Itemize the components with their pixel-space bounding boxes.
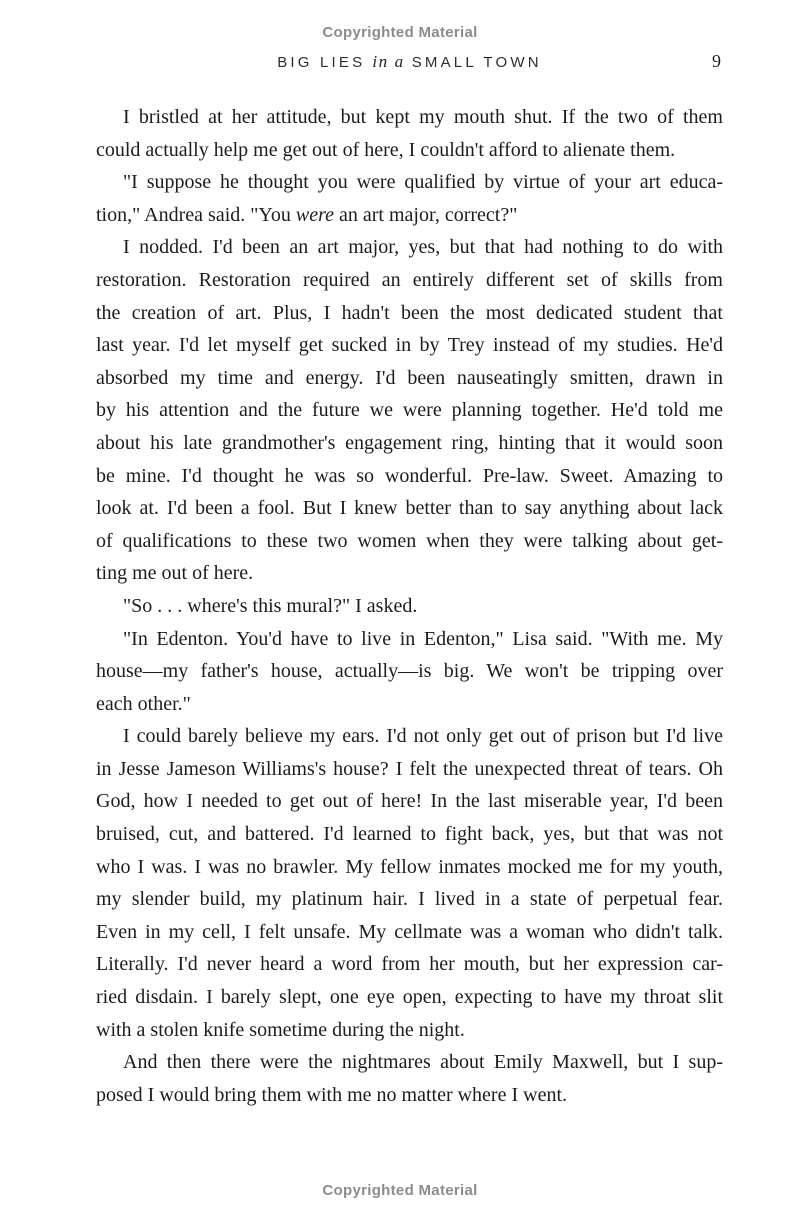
text-line: who I was. I was no brawler. My fellow inmates mocked me for my youth, xyxy=(96,855,723,878)
text-line: And then there were the nightmares about Emily Maxwell, but I sup- xyxy=(123,1051,723,1074)
running-head-left: BIG LIES xyxy=(277,54,366,71)
text-line: in Jesse Jameson Williams's house? I felt the unexpected threat of tears. Oh xyxy=(96,757,723,780)
italic-word: were xyxy=(295,203,334,226)
paragraph-1 xyxy=(96,101,723,166)
text-line: restoration. Restoration required an entirely different set of skills from xyxy=(96,268,723,291)
text-line: "So . . . where's this mural?" I asked. xyxy=(123,594,418,617)
text-line: look at. I'd been a fool. But I knew better than to say anything about lack xyxy=(96,497,723,520)
text-line: Even in my cell, I felt unsafe. My cellmate was a woman who didn't talk. xyxy=(96,920,723,943)
running-head-right: SMALL TOWN xyxy=(411,54,542,71)
text-line: by his attention and the future we were planning together. He'd told me xyxy=(96,399,723,422)
running-head xyxy=(96,52,723,72)
paragraph-6 xyxy=(96,720,723,1046)
text-line: my slender build, my platinum hair. I lived in a state of perpetual fear. xyxy=(96,888,723,911)
page-header xyxy=(96,52,723,76)
text-line: "I suppose he thought you were qualified by virtue of your art educa- xyxy=(123,171,723,194)
text-line: about his late grandmother's engagement ring, hinting that it would soon xyxy=(96,431,723,454)
copyright-notice-bottom: Copyrighted Material xyxy=(322,1182,478,1199)
text-line: posed I would bring them with me no matter where I went. xyxy=(96,1083,567,1106)
text-segment: tion," Andrea said. "You xyxy=(96,203,296,226)
copyright-notice-top: Copyrighted Material xyxy=(322,24,478,41)
paragraph-4 xyxy=(96,590,723,623)
text-line: ried disdain. I barely slept, one eye open, expecting to have my throat slit xyxy=(96,986,723,1009)
text-line: absorbed my time and energy. I'd been nauseatingly smitten, drawn in xyxy=(96,366,723,389)
text-line: could actually help me get out of here, I couldn't afford to alienate them. xyxy=(96,138,676,161)
text-line: I could barely believe my ears. I'd not only get out of prison but I'd live xyxy=(123,725,723,748)
paragraph-2 xyxy=(96,166,723,231)
text-line: each other." xyxy=(96,692,191,715)
page-number: 9 xyxy=(712,51,721,71)
running-head-italic: in a xyxy=(372,52,405,71)
text-line: bruised, cut, and battered. I'd learned to fight back, yes, but that was not xyxy=(96,823,723,846)
text-line: Literally. I'd never heard a word from her mouth, but her expression car- xyxy=(96,953,723,976)
text-line: last year. I'd let myself get sucked in by Trey instead of my studies. He'd xyxy=(96,334,723,357)
text-segment: an art major, correct?" xyxy=(334,203,518,226)
paragraph-7 xyxy=(96,1046,723,1111)
text-line xyxy=(96,199,723,232)
text-line: I nodded. I'd been an art major, yes, but that had nothing to do with xyxy=(123,236,723,259)
text-line: God, how I needed to get out of here! In the last miserable year, I'd been xyxy=(96,790,723,813)
paragraph-3 xyxy=(96,231,723,590)
text-line: "In Edenton. You'd have to live in Edenton," Lisa said. "With me. My xyxy=(123,627,723,650)
text-line: be mine. I'd thought he was so wonderful. Pre-law. Sweet. Amazing to xyxy=(96,464,723,487)
text-line: I bristled at her attitude, but kept my mouth shut. If the two of them xyxy=(123,106,723,128)
text-line: of qualifications to these two women when they were talking about get- xyxy=(96,529,723,552)
paragraph-5 xyxy=(96,623,723,721)
body-text xyxy=(96,101,723,1111)
text-line: the creation of art. Plus, I hadn't been the most dedicated student that xyxy=(96,301,723,324)
text-line: ting me out of here. xyxy=(96,562,254,585)
text-line: with a stolen knife sometime during the night. xyxy=(96,1018,465,1041)
text-line: house—my father's house, actually—is big. We won't be tripping over xyxy=(96,660,723,683)
